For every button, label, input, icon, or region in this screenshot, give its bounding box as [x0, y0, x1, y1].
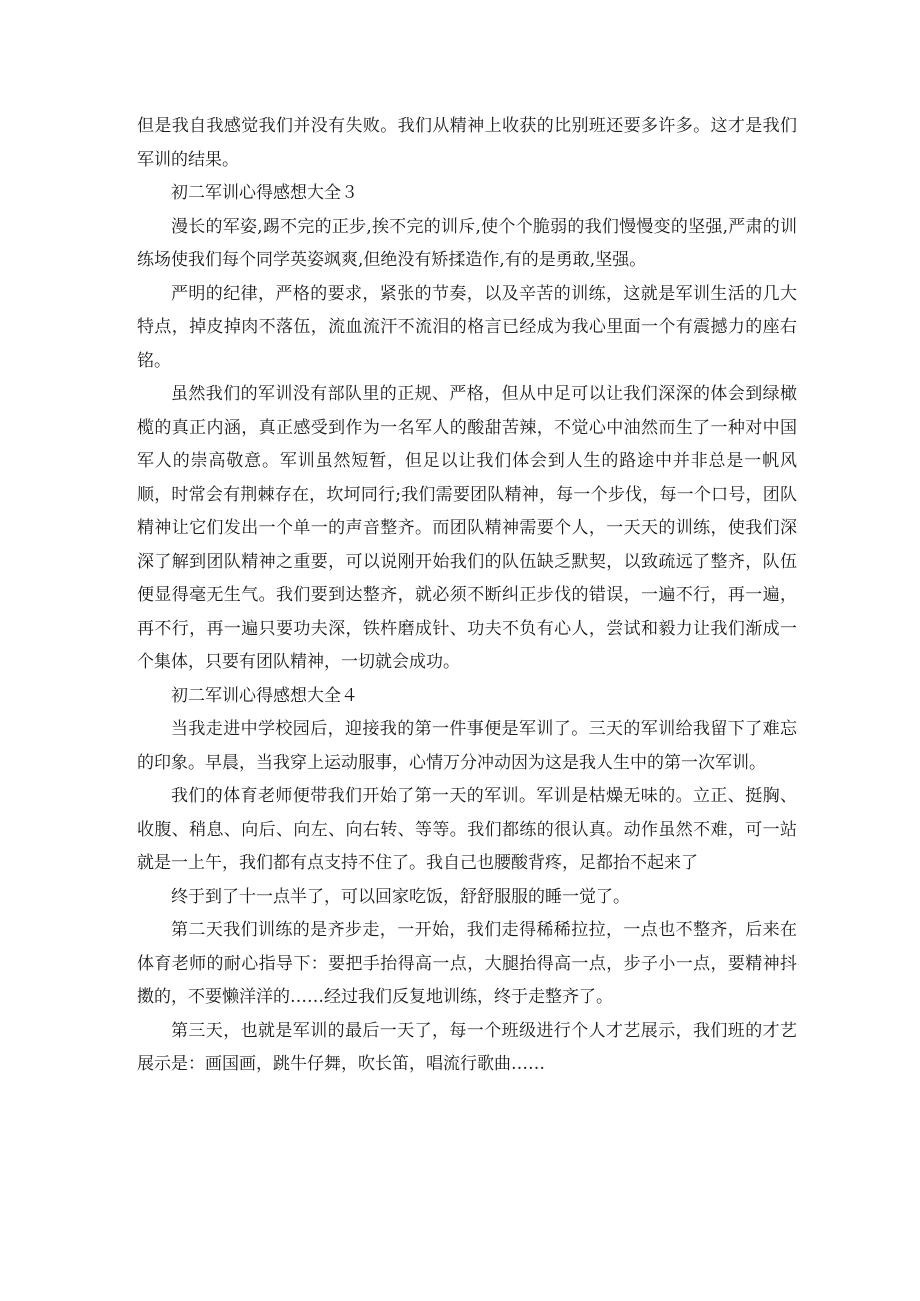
- document-body: [137, 110, 797, 1082]
- paragraph-lunch: 终于到了十一点半了，可以回家吃饭，舒舒服服的睡一觉了。: [171, 886, 630, 907]
- paragraph-third-day: 第三天，也就是军训的最后一天了，每一个班级进行个人才艺展示，我们班的才艺展示是：画国画，跳牛仔舞，吹长笛，唱流行歌曲……: [137, 1020, 797, 1074]
- paragraph-military-posture: 漫长的军姿,踢不完的正步,挨不完的训斥,使个个脆弱的我们慢慢变的坚强,严肃的训练场使我们每个同学英姿飒爽,但绝没有矫揉造作,有的是勇敢,坚强。: [137, 216, 797, 270]
- section-heading-3: 初二军训心得感想大全３: [171, 183, 358, 203]
- paragraph-first-day: 我们的体育老师便带我们开始了第一天的军训。军训是枯燥无味的。立正、挺胸、收腹、稍息、向后、向左、向右转、等等。我们都练的很认真。动作虽然不难，可一站就是一上午，我们都有点支持不住了。我自己也腰酸背疼，足都抬不起来了: [137, 786, 797, 873]
- paragraph-second-day: 第二天我们训练的是齐步走，一开始，我们走得稀稀拉拉，一点也不整齐，后来在体育老师的耐心指导下：要把手抬得高一点，大腿抬得高一点，步子小一点，要精神抖擞的，不要懒洋洋的……经过我们反复地训练，终于走整齐了。: [137, 920, 797, 1007]
- paragraph-team-spirit: 虽然我们的军训没有部队里的正规、严格，但从中足可以让我们深深的体会到绿橄榄的真正内涵，真正感受到作为一名军人的酸甜苦辣，不觉心中油然而生了一种对中国军人的崇高敬意。军训虽然短暂，但足以让我们体会到人生的路途中并非总是一帆风顺，时常会有荆棘存在，坎坷同行;我们需要团队精神，每一个步伐，每一个口号，团队精神让它们发出一个单一的声音整齐。而团队精神需要个人，一天天的训练，使我们深深了解到团队精神之重要，可以说刚开始我们的队伍缺乏默契，以致疏远了整齐，队伍便显得毫无生气。我们要到达整齐，就必须不断纠正步伐的错误，一遍不行，再一遍，再不行，再一遍只要功夫深，铁杵磨成针、功夫不负有心人，尝试和毅力让我们渐成一个集体，只要有团队精神，一切就会成功。: [137, 384, 797, 672]
- paragraph-discipline: 严明的纪律，严格的要求，紧张的节奏，以及辛苦的训练，这就是军训生活的几大特点，掉皮掉肉不落伍，流血流汗不流泪的格言已经成为我心里面一个有震撼力的座右铭。: [137, 283, 797, 371]
- paragraph-entering-school: 当我走进中学校园后，迎接我的第一件事便是军训了。三天的军训给我留下了难忘的印象。早晨，当我穿上运动服事，心情万分冲动因为这是我人生中的第一次军训。: [137, 719, 797, 773]
- section-heading-4: 初二军训心得感想大全４: [171, 685, 358, 706]
- paragraph-closing-previous: 但是我自我感觉我们并没有失败。我们从精神上收获的比别班还要多许多。这才是我们军训的结果。: [137, 116, 797, 170]
